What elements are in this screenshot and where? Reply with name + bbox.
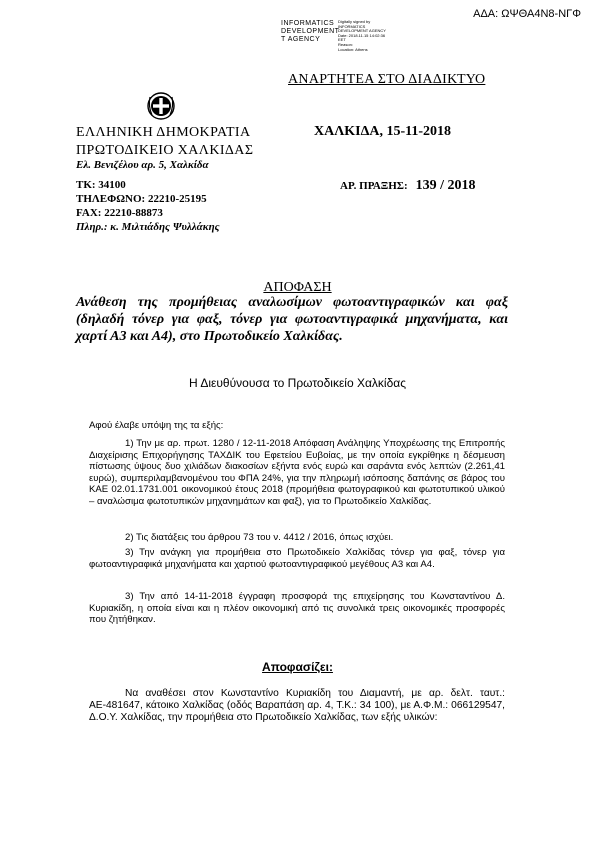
paragraph-1: 1) Την με αρ. πρωτ. 1280 / 12-11-2018 Απόφαση Ανάληψης Υποχρέωσης της Επιτροπής Διαχείρισης Επιχορήγησης ΤΑΧΔΙΚ του Εφετείου Ευβοίας, με την οποία εγκρίθηκε η δέσμευση πίστωσης ύψους δυο χιλιάδων διακοσίων εξήντα ενός ευρώ και σαράντα ενός λεπτών (2.261,41 ευρώ), συμπεριλαμβανομένου του ΦΠΑ 24%, για την πληρωμή ισόποσης δαπάνης σε βάρος του ΚΑΕ 02.01.1731.001 οικονομικού έτους 2018 (προμήθεια φωτογραφικού και φωτοτυπικού υλικού – αναλώσιμα φωτοτυπικών μηχανημάτων και φαξ), για το Πρωτοδικείο Χαλκίδας. [89, 438, 505, 507]
decides-heading: Αποφασίζει: [262, 660, 333, 674]
republic-name: ΕΛΛΗΝΙΚΗ ΔΗΜΟΚΡΑΤΙΑ [76, 125, 251, 140]
ada-code: ΑΔΑ: ΩΨΘΑ4Ν8-ΝΓΦ [473, 8, 581, 20]
court-name: ΠΡΩΤΟΔΙΚΕΙΟ ΧΑΛΚΙΔΑΣ [76, 143, 254, 158]
info-contact: Πληρ.: κ. Μιλτιάδης Ψυλλάκης [76, 221, 220, 233]
act-number [340, 178, 476, 194]
act-number-value: 139 / 2018 [415, 178, 476, 193]
act-number-label: ΑΡ. ΠΡΑΞΗΣ: [340, 180, 408, 192]
final-paragraph: Να αναθέσει στον Κωνσταντίνο Κυριακίδη του Διαμαντή, με αρ. δελτ. ταυτ.: ΑΕ-481647, κάτοικο Χαλκίδας (οδός Βαραπάση αρ. 4, Τ.Κ.: 34 100), με Α.Φ.Μ.: 066129547, Δ.Ο.Υ. Χαλκίδας, την προμήθεια στο Πρωτοδικείο Χαλκίδας, των εξής υλικών: [89, 688, 505, 723]
logo-text: INFORMATICS DEVELOPMENT T AGENCY [281, 20, 340, 43]
digital-signature-info: Digitally signed by INFORMATICS DEVELOPMENT AGENCY Date: 2018.11.15 14:02:36 EET Reason: Location: Athens [338, 19, 386, 52]
date-line: ΧΑΛΚΙΔΑ, 15-11-2018 [314, 124, 452, 139]
paragraph-4: 3) Την από 14-11-2018 έγγραφη προσφορά της επιχείρησης του Κωνσταντίνου Δ. Κυριακίδη, η οποία είναι και η πλέον οικονομική από τις συνολικά τρεις οικονομικές προσφορές που ζητήθηκαν. [89, 591, 505, 626]
signature-logo [281, 20, 393, 50]
decision-title: ΑΠΟΦΑΣΗ [263, 280, 332, 295]
decision-subject: Ανάθεση της προμήθειας αναλωσίμων φωτοαντιγραφικών και φαξ (δηλαδή τόνερ για φαξ, τόνερ για φωτοαντιγραφικά μηχανήματα, και χαρτί Α3 και Α4), στο Πρωτοδικείο Χαλκίδας. [76, 295, 508, 344]
post-online-heading: ΑΝΑΡΤΗΤΕΑ ΣΤΟ ΔΙΑΔΙΚΤΥΟ [288, 72, 486, 87]
intro-text: Αφού έλαβε υπόψη της τα εξής: [89, 420, 224, 431]
fax: FAX: 22210-88873 [76, 207, 163, 219]
contact-block [76, 178, 220, 234]
paragraph-2: 2) Τις διατάξεις του άρθρου 73 του ν. 4412 / 2016, όπως ισχύει. [125, 532, 394, 543]
director-line: Η Διευθύνουσα το Πρωτοδικείο Χαλκίδας [189, 376, 406, 390]
postal-code: ΤΚ: 34100 [76, 179, 126, 191]
phone: ΤΗΛΕΦΩΝΟ: 22210-25195 [76, 193, 207, 205]
greek-emblem-icon [146, 91, 176, 121]
issuer-block [76, 124, 253, 160]
paragraph-3: 3) Την ανάγκη για προμήθεια στο Πρωτοδικείο Χαλκίδας τόνερ για φαξ, τόνερ για φωτοαντιγραφικά μηχανήματα και χαρτιού φωτοαντιγραφικού μεγέθους Α3 και Α4. [89, 547, 505, 570]
address: Ελ. Βενιζέλου αρ. 5, Χαλκίδα [76, 159, 209, 171]
